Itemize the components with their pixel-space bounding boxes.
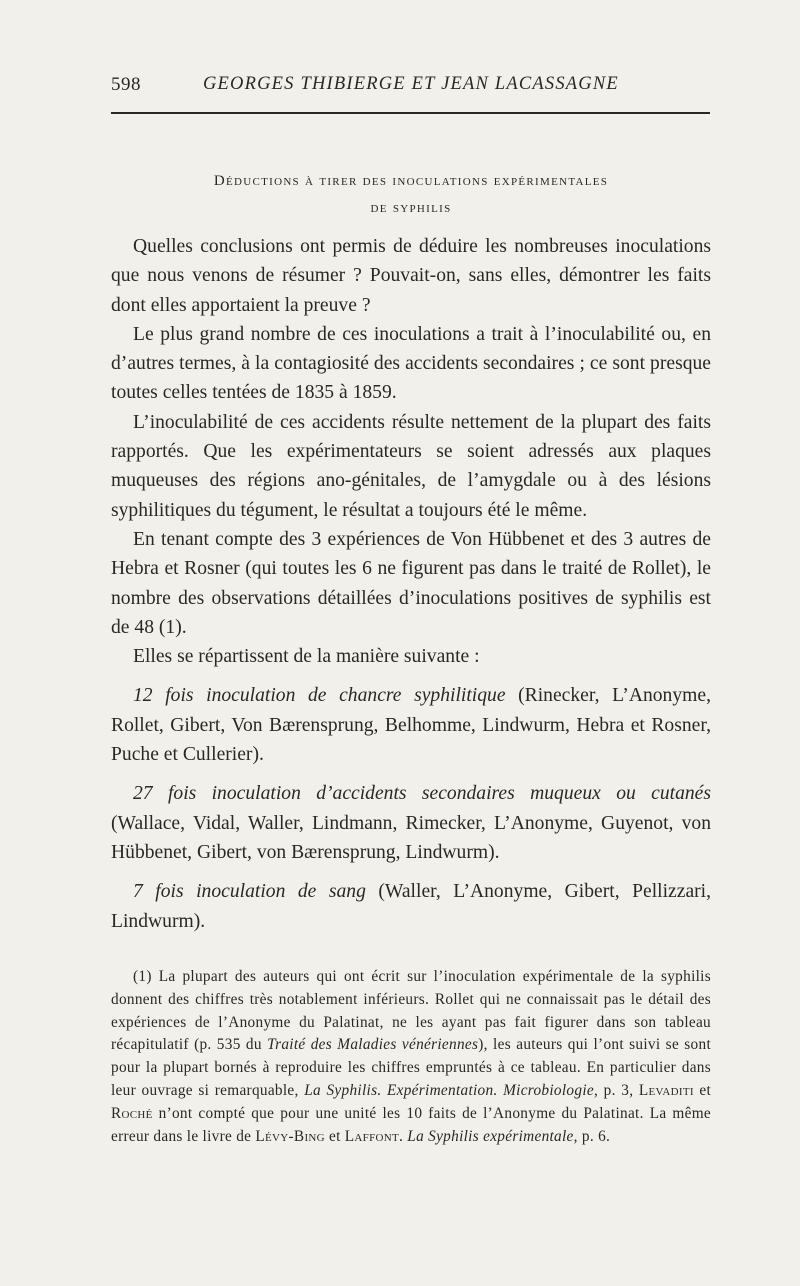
list-item	[111, 681, 711, 769]
body-text	[111, 232, 711, 936]
paragraph: Elles se répartissent de la manière suivante :	[133, 646, 480, 668]
footnote-segment: n’ont compté que pour une unité les 10 faits de l’Anonyme du Palatinat. La même erreur dans le livre de	[111, 1104, 711, 1145]
paragraph: Le plus grand nombre de ces inoculations a trait à l’inoculabilité ou, en d’autres termes, à la contagiosité des accidents secondaires ; ce sont presque toutes celles tentées de 1835 à 1859.	[111, 323, 711, 404]
list-item-label: 7 fois inoculation de sang	[133, 881, 366, 903]
paragraph: L’inoculabilité de ces accidents résulte nettement de la plupart des faits rapportés. Que les expérimentateurs se soient adressés aux plaques muqueuses des régions ano-génitales, de l’amygdale ou à des lésions syphilitiques du tégument, le résultat a toujours été le même.	[111, 411, 711, 521]
footnote-segment: (1) La plupart des auteurs qui ont écrit sur l’inoculation expérimentale de la syphilis donnent des chiffres très notablement inférieurs. Rollet qui ne connaissait pas le détail des expériences de l’Anonyme du Palatinat, ne les ayant pas fait figurer dans son tableau récapitulatif (p. 535 du	[111, 968, 711, 1054]
header-rule	[111, 112, 710, 114]
footnote	[111, 966, 711, 1148]
section-title-line-2: de syphilis	[370, 200, 452, 216]
footnote-segment: , p. 3,	[593, 1081, 639, 1099]
footnote-citation: La Syphilis expérimentale	[407, 1127, 574, 1145]
list-item-text: (Rinecker, L’Anonyme, Rollet, Gibert, Von Bærensprung, Belhomme, Lindwurm, Hebra et Rosner, Puche et Cullerier).	[111, 685, 711, 766]
footnote-segment: .	[399, 1127, 408, 1145]
page-header	[111, 74, 711, 104]
list-item-label: 12 fois inoculation de chancre syphilitique	[133, 685, 506, 707]
footnote-citation: La Syphilis. Expérimentation. Microbiologie	[304, 1081, 594, 1099]
footnote-author: Lévy-Bing	[255, 1127, 325, 1145]
list-item-text: (Waller, L’Anonyme, Gibert, Pellizzari, Lindwurm).	[111, 881, 712, 932]
list-item	[111, 877, 711, 936]
paragraph: En tenant compte des 3 expériences de Von Hübbenet et des 3 autres de Hebra et Rosner (qui toutes les 6 ne figurent pas dans le traité de Rollet), le nombre des observations détaillées d’inoculations positives de syphilis est de 48 (1).	[111, 528, 711, 638]
section-title	[111, 168, 711, 222]
footnote-text	[111, 966, 711, 1148]
footnote-segment: ), les auteurs qui l’ont suivi se sont pour la plupart bornés à reproduire les chiffres empruntés à ce tableau. En particulier dans leur ouvrage si remarquable,	[111, 1036, 712, 1099]
footnote-author: Laffont	[344, 1127, 400, 1145]
page-number: 598	[111, 74, 141, 95]
footnote-author: Roché	[111, 1104, 153, 1122]
list-item-label: 27 fois inoculation d’accidents secondaires muqueux ou cutanés	[133, 783, 711, 805]
paragraph: Quelles conclusions ont permis de déduire les nombreuses inoculations que nous venons de résumer ? Pouvait-on, sans elles, démontrer les faits dont elles apportaient la preuve ?	[111, 236, 711, 316]
footnote-segment: , p. 6.	[573, 1127, 611, 1145]
footnote-segment: et	[693, 1081, 711, 1099]
footnote-author: Levaditi	[638, 1081, 694, 1099]
footnote-citation: Traité des Maladies vénériennes	[267, 1036, 479, 1054]
list-item-text: (Wallace, Vidal, Waller, Lindmann, Rimecker, L’Anonyme, Guyenot, von Hübbenet, Gibert, von Bærensprung, Lindwurm).	[111, 812, 711, 863]
list-item	[111, 779, 711, 867]
footnote-segment: et	[324, 1127, 345, 1145]
section-title-line-1: Déductions à tirer des inoculations expérimentales	[213, 173, 609, 189]
running-head: GEORGES THIBIERGE ET JEAN LACASSAGNE	[203, 74, 619, 94]
